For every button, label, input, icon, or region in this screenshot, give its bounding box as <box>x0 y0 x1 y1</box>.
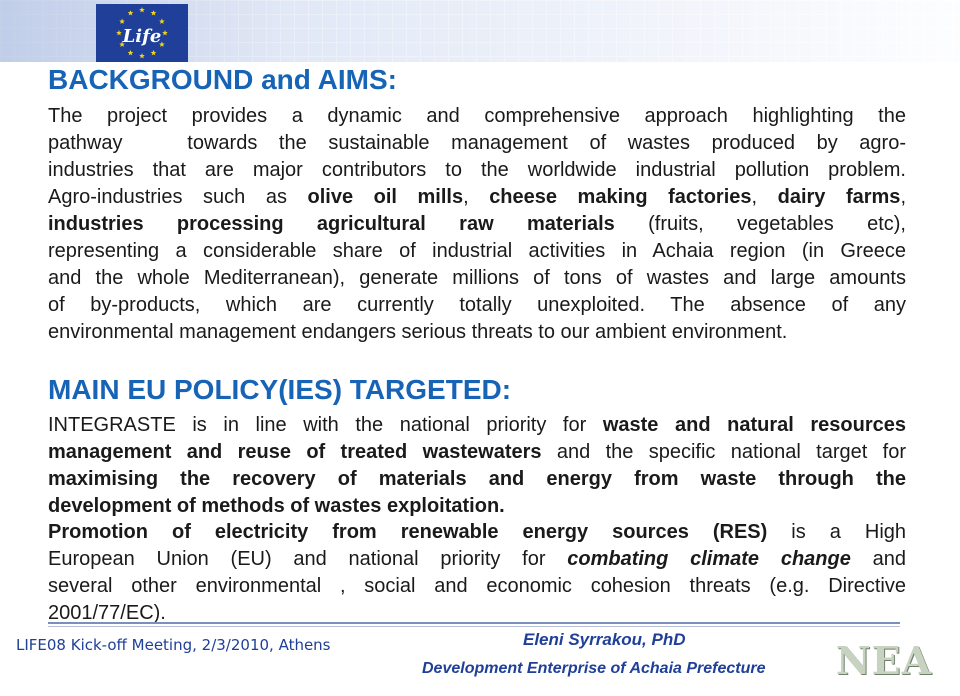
footer-organization: Development Enterprise of Achaia Prefecture <box>422 660 766 677</box>
emphasis-text: management and reuse of treated wastewaters <box>48 441 542 463</box>
body-text: representing a considerable share of industrial activities in Achaia region (in Greece <box>48 240 906 262</box>
eu-star-icon <box>128 50 134 55</box>
footer-divider-thin <box>48 626 900 627</box>
text-line <box>48 412 906 439</box>
emphasis-text: Promotion of electricity from renewable energy sources (RES) <box>48 521 768 543</box>
background-paragraph <box>48 103 906 346</box>
text-line <box>48 573 906 600</box>
text-line <box>48 157 906 184</box>
promotion-paragraph <box>48 519 906 627</box>
body-text: pathway towards the sustainable management of wastes produced by agro- <box>48 132 906 154</box>
life-logo-text: Life <box>122 26 162 47</box>
body-text: and the whole Mediterranean), generate millions of tons of wastes and large amounts <box>48 267 906 289</box>
nea-logo <box>832 632 936 690</box>
text-line <box>48 466 906 493</box>
text-line <box>48 493 906 520</box>
footer-author: Eleni Syrrakou, PhD <box>523 630 686 649</box>
body-text: and the specific national target for <box>541 441 906 463</box>
eu-star-icon <box>139 7 145 12</box>
eu-star-icon <box>159 19 165 24</box>
body-text: of by-products, which are currently totally unexploited. The absence of any <box>48 294 906 316</box>
body-text: environmental management endangers serious threats to our ambient environment. <box>48 321 788 343</box>
eu-star-icon <box>151 50 157 55</box>
text-line <box>48 519 906 546</box>
text-line <box>48 184 906 211</box>
text-line <box>48 130 906 157</box>
policy-paragraph <box>48 412 906 520</box>
text-line <box>48 103 906 130</box>
body-text: , <box>900 186 906 208</box>
body-text: 2001/77/EC). <box>48 602 166 624</box>
text-line <box>48 265 906 292</box>
text-line <box>48 439 906 466</box>
text-line <box>48 546 906 573</box>
text-line <box>48 238 906 265</box>
text-line <box>48 292 906 319</box>
eu-star-icon <box>139 53 145 58</box>
body-text: is a High <box>767 521 907 543</box>
background-heading: BACKGROUND and AIMS: <box>48 64 397 95</box>
body-text: European Union (EU) and national priority for <box>48 548 568 570</box>
emphasis-text: development of methods of wastes exploitation. <box>48 495 505 517</box>
policy-heading: MAIN EU POLICY(IES) TARGETED: <box>48 374 512 405</box>
body-text: , <box>751 186 778 208</box>
eu-star-icon <box>119 19 125 24</box>
nea-logo-text: NEA <box>835 638 933 683</box>
emphasis-text: maximising the recovery of materials and energy from waste through the <box>48 468 906 490</box>
body-text: (fruits, vegetables etc), <box>614 213 906 235</box>
body-text: The project provides a dynamic and comprehensive approach highlighting the <box>48 105 906 127</box>
emphasis-text: waste and natural resources <box>602 414 906 436</box>
emphasis-text: combating climate change <box>567 548 851 570</box>
footer-meeting-text: LIFE08 Kick-off Meeting, 2/3/2010, Athens <box>16 636 331 654</box>
text-line <box>48 211 906 238</box>
emphasis-text: olive oil mills <box>307 186 464 208</box>
body-text: and <box>850 548 906 570</box>
body-text: Agro-industries such as <box>48 186 308 208</box>
body-text: several other environmental , social and economic cohesion threats (e.g. Directive <box>48 575 906 597</box>
emphasis-text: industries processing agricultural raw materials <box>48 213 615 235</box>
eu-life-logo <box>96 4 188 62</box>
body-text: INTEGRASTE is in line with the national priority for <box>48 414 603 436</box>
text-line <box>48 319 906 346</box>
emphasis-text: cheese making factories <box>489 186 752 208</box>
body-text: industries that are major contributors to the worldwide industrial pollution problem. <box>48 159 906 181</box>
eu-star-icon <box>151 10 157 15</box>
footer-divider <box>48 622 900 624</box>
body-text: , <box>463 186 490 208</box>
emphasis-text: dairy farms <box>777 186 901 208</box>
eu-star-icon <box>128 10 134 15</box>
